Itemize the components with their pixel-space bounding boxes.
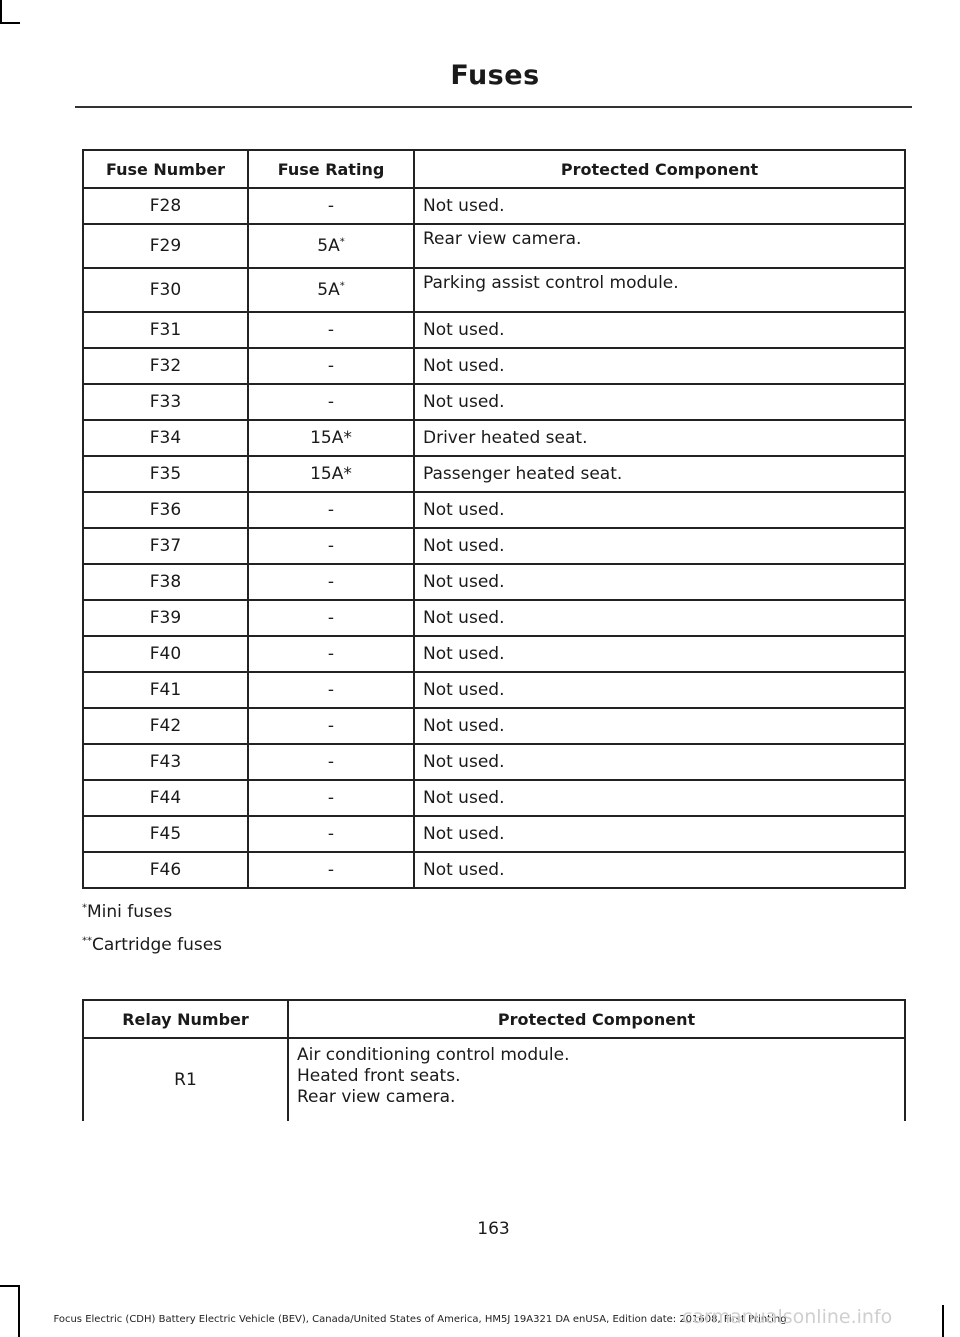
fuse-number: F30: [83, 268, 248, 312]
fuse-number: F35: [83, 456, 248, 492]
fuse-number: F36: [83, 492, 248, 528]
table-row: [83, 456, 905, 492]
column-header-fuse-number: Fuse Number: [83, 150, 248, 188]
protected-component: Driver heated seat.: [414, 420, 905, 456]
table-row: [83, 492, 905, 528]
footnote-marker: *: [82, 902, 87, 914]
fuse-number: F34: [83, 420, 248, 456]
fuse-number: F41: [83, 672, 248, 708]
protected-component: Not used.: [414, 528, 905, 564]
protected-component: Not used.: [414, 672, 905, 708]
protected-component: Not used.: [414, 492, 905, 528]
protected-component: [288, 1038, 905, 1121]
protected-component: Not used.: [414, 384, 905, 420]
table-row: [83, 816, 905, 852]
fuse-rating: -: [248, 188, 414, 224]
protected-component: Not used.: [414, 744, 905, 780]
protected-component: Not used.: [414, 816, 905, 852]
footnote-cartridge-fuses: [82, 935, 222, 955]
protected-component: Not used.: [414, 312, 905, 348]
fuse-number: F29: [83, 224, 248, 268]
fuse-rating: -: [248, 312, 414, 348]
fuse-number: F46: [83, 852, 248, 888]
column-header-fuse-rating: Fuse Rating: [248, 150, 414, 188]
component-line: Heated front seats.: [297, 1066, 461, 1086]
footer-text: Focus Electric (CDH) Battery Electric Vehicle (BEV), Canada/United States of America, HM5J 19A321 DA enUSA, Edition date: 201608, First Printing: [53, 1314, 787, 1325]
crop-mark-top-left: [0, 0, 2, 22]
table-row: [83, 780, 905, 816]
footnote-text: Cartridge fuses: [92, 935, 223, 955]
footnote-text: Mini fuses: [87, 902, 173, 922]
fuse-rating: -: [248, 780, 414, 816]
component-line: Air conditioning control module.: [297, 1045, 570, 1065]
fuse-number: F37: [83, 528, 248, 564]
protected-component: Not used.: [414, 188, 905, 224]
fuse-number: F39: [83, 600, 248, 636]
fuse-number: F44: [83, 780, 248, 816]
relay-table: [82, 999, 906, 1121]
column-header-protected-component: Protected Component: [288, 1000, 905, 1038]
fuse-rating: -: [248, 708, 414, 744]
crop-mark-bottom-left: [18, 1285, 20, 1337]
protected-component: Not used.: [414, 564, 905, 600]
fuse-number: F43: [83, 744, 248, 780]
protected-component: Not used.: [414, 348, 905, 384]
column-header-protected-component: Protected Component: [414, 150, 905, 188]
protected-component: Rear view camera.: [414, 224, 905, 268]
table-row: [83, 1038, 905, 1121]
fuse-rating: -: [248, 816, 414, 852]
fuse-rating: -: [248, 528, 414, 564]
table-row: [83, 708, 905, 744]
footnote-marker: **: [82, 935, 92, 947]
table-row: [83, 672, 905, 708]
crop-mark-top-left: [0, 22, 20, 24]
fuse-rating: [248, 268, 414, 312]
fuse-number: F38: [83, 564, 248, 600]
footnote-marker: *: [339, 280, 345, 292]
table-row: [83, 564, 905, 600]
fuse-number: F33: [83, 384, 248, 420]
table-row: [83, 744, 905, 780]
fuse-number: F31: [83, 312, 248, 348]
protected-component: Not used.: [414, 852, 905, 888]
relay-number: R1: [83, 1038, 288, 1121]
fuse-rating-value: 5A: [317, 280, 340, 300]
protected-component: Not used.: [414, 600, 905, 636]
fuse-number: F28: [83, 188, 248, 224]
relay-table-header-row: [83, 1000, 905, 1038]
table-row: [83, 348, 905, 384]
watermark: carmanualsonline.info: [682, 1306, 893, 1328]
crop-mark-bottom-right: [942, 1305, 944, 1337]
fuse-number: F40: [83, 636, 248, 672]
table-row: [83, 528, 905, 564]
page-title: Fuses: [450, 60, 540, 91]
table-row: [83, 852, 905, 888]
table-row: [83, 268, 905, 312]
column-header-relay-number: Relay Number: [83, 1000, 288, 1038]
protected-component: Not used.: [414, 780, 905, 816]
fuse-rating: 15A*: [248, 420, 414, 456]
table-row: [83, 188, 905, 224]
fuse-rating: -: [248, 636, 414, 672]
crop-mark-bottom-left: [0, 1285, 20, 1287]
table-row: [83, 600, 905, 636]
fuse-number: F42: [83, 708, 248, 744]
table-row: [83, 384, 905, 420]
component-line: Rear view camera.: [297, 1087, 456, 1107]
table-row: [83, 636, 905, 672]
fuse-rating: -: [248, 384, 414, 420]
fuse-number: F45: [83, 816, 248, 852]
fuse-rating: -: [248, 852, 414, 888]
fuse-rating: -: [248, 672, 414, 708]
fuse-rating: -: [248, 600, 414, 636]
protected-component: Parking assist control module.: [414, 268, 905, 312]
fuse-table-header-row: [83, 150, 905, 188]
footnote-mini-fuses: [82, 902, 172, 922]
protected-component: Not used.: [414, 636, 905, 672]
table-row: [83, 312, 905, 348]
footnote-marker: *: [339, 236, 345, 248]
fuse-rating: -: [248, 564, 414, 600]
table-row: [83, 224, 905, 268]
fuse-rating: -: [248, 744, 414, 780]
protected-component: Passenger heated seat.: [414, 456, 905, 492]
fuse-rating: -: [248, 348, 414, 384]
fuse-rating-value: 5A: [317, 236, 340, 256]
title-divider: [75, 106, 912, 108]
page-number: 163: [477, 1219, 510, 1239]
table-row: [83, 420, 905, 456]
fuse-rating: -: [248, 492, 414, 528]
fuse-number: F32: [83, 348, 248, 384]
fuse-table: [82, 149, 906, 889]
fuse-rating: 15A*: [248, 456, 414, 492]
fuse-rating: [248, 224, 414, 268]
protected-component: Not used.: [414, 708, 905, 744]
